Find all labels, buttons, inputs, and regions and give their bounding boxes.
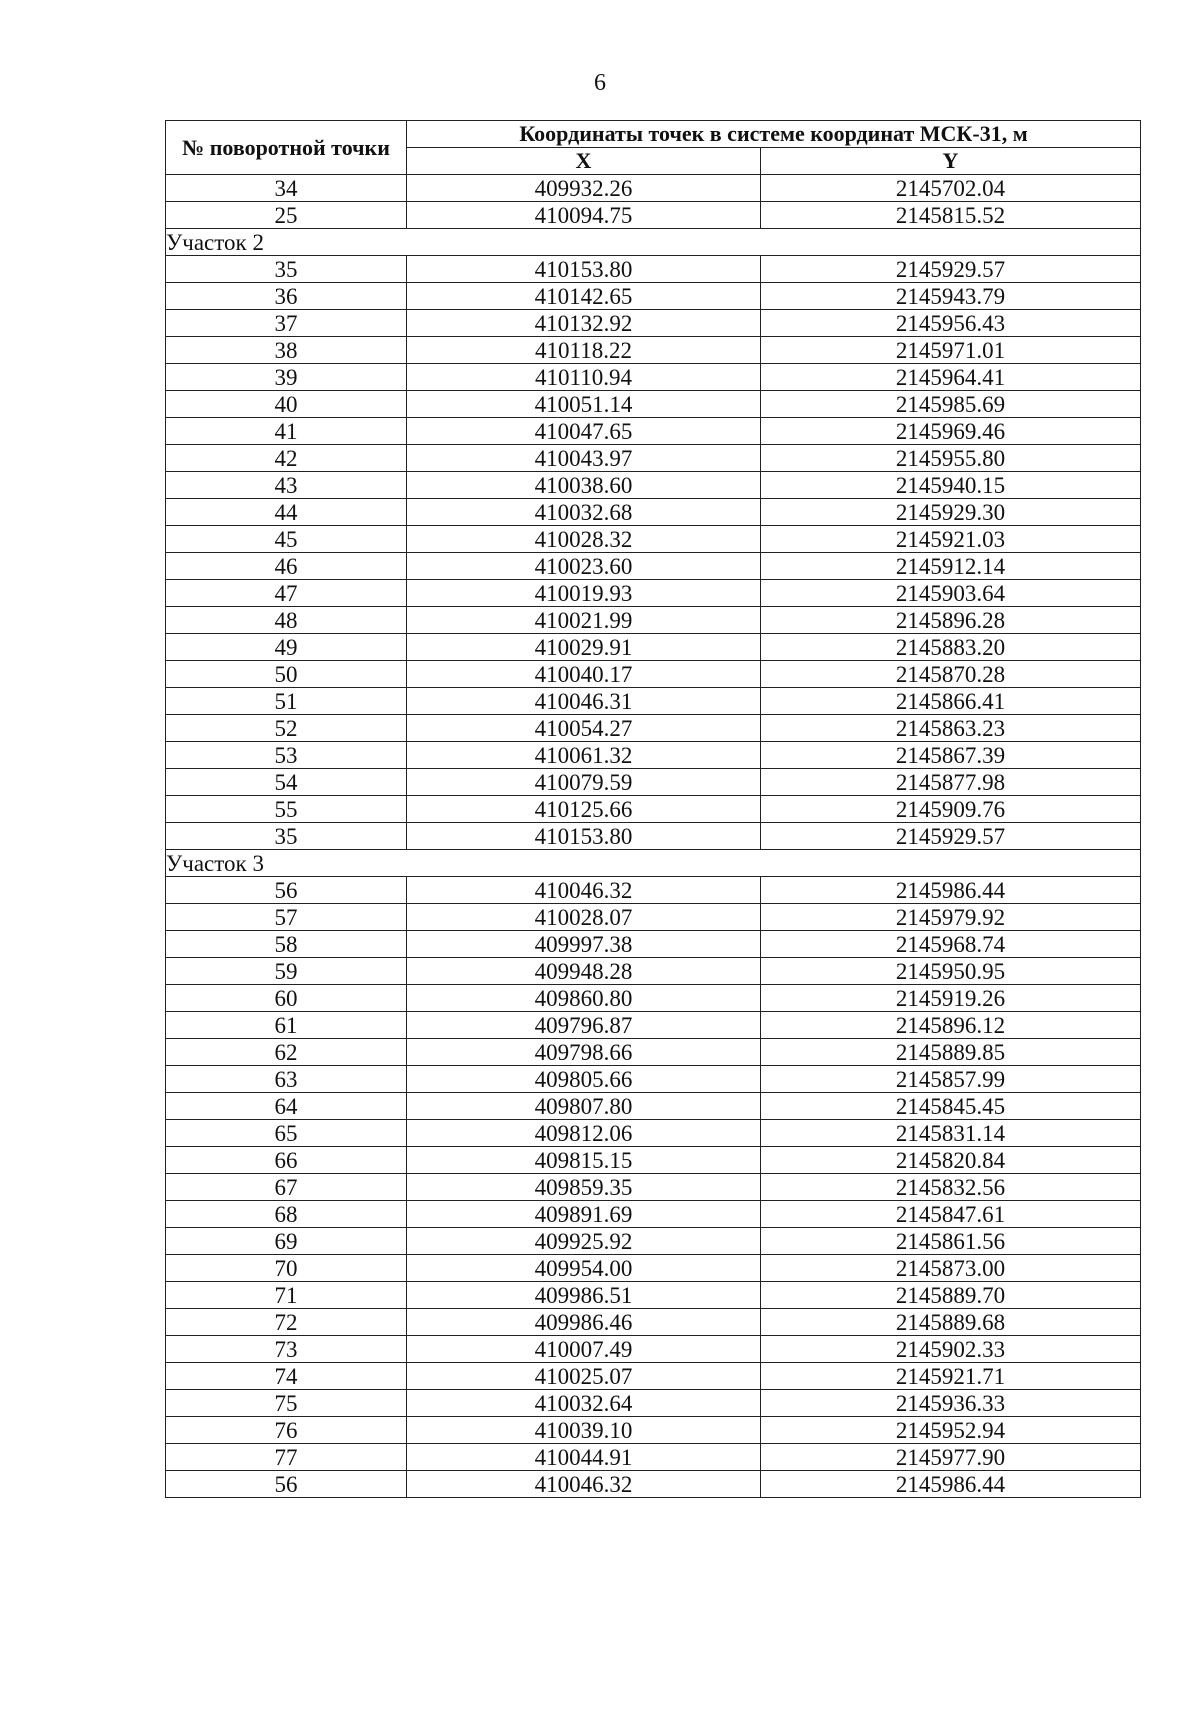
x-coordinate-cell: 410061.32: [407, 742, 761, 769]
point-number-cell: 38: [166, 337, 407, 364]
table-row: [166, 1309, 1141, 1336]
y-coordinate-cell: 2145936.33: [761, 1390, 1141, 1417]
section-row: [166, 850, 1141, 877]
point-number-cell: 43: [166, 472, 407, 499]
x-coordinate-cell: 409986.46: [407, 1309, 761, 1336]
header-coords-title: Координаты точек в системе координат МСК-31, м: [407, 121, 1141, 148]
point-number-cell: 58: [166, 931, 407, 958]
point-number-cell: 36: [166, 283, 407, 310]
table-row: [166, 742, 1141, 769]
point-number-cell: 73: [166, 1336, 407, 1363]
y-coordinate-cell: 2145883.20: [761, 634, 1141, 661]
y-coordinate-cell: 2145979.92: [761, 904, 1141, 931]
point-number-cell: 44: [166, 499, 407, 526]
y-coordinate-cell: 2145952.94: [761, 1417, 1141, 1444]
x-coordinate-cell: 410153.80: [407, 823, 761, 850]
y-coordinate-cell: 2145971.01: [761, 337, 1141, 364]
x-coordinate-cell: 410079.59: [407, 769, 761, 796]
y-coordinate-cell: 2145832.56: [761, 1174, 1141, 1201]
y-coordinate-cell: 2145909.76: [761, 796, 1141, 823]
y-coordinate-cell: 2145977.90: [761, 1444, 1141, 1471]
y-coordinate-cell: 2145863.23: [761, 715, 1141, 742]
x-coordinate-cell: 409925.92: [407, 1228, 761, 1255]
point-number-cell: 67: [166, 1174, 407, 1201]
point-number-cell: 50: [166, 661, 407, 688]
point-number-cell: 64: [166, 1093, 407, 1120]
table-row: [166, 985, 1141, 1012]
x-coordinate-cell: 409805.66: [407, 1066, 761, 1093]
y-coordinate-cell: 2145889.70: [761, 1282, 1141, 1309]
point-number-cell: 69: [166, 1228, 407, 1255]
section-label: Участок 2: [166, 229, 1141, 256]
point-number-cell: 66: [166, 1147, 407, 1174]
y-coordinate-cell: 2145847.61: [761, 1201, 1141, 1228]
y-coordinate-cell: 2145861.56: [761, 1228, 1141, 1255]
point-number-cell: 48: [166, 607, 407, 634]
table-row: [166, 1390, 1141, 1417]
point-number-cell: 62: [166, 1039, 407, 1066]
point-number-cell: 59: [166, 958, 407, 985]
table-row: [166, 553, 1141, 580]
table-row: [166, 796, 1141, 823]
table-row: [166, 310, 1141, 337]
x-coordinate-cell: 410118.22: [407, 337, 761, 364]
point-number-cell: 39: [166, 364, 407, 391]
x-coordinate-cell: 410025.07: [407, 1363, 761, 1390]
section-row: [166, 229, 1141, 256]
table-row: [166, 418, 1141, 445]
table-row: [166, 769, 1141, 796]
x-coordinate-cell: 410029.91: [407, 634, 761, 661]
header-x: X: [407, 148, 761, 175]
point-number-cell: 56: [166, 1471, 407, 1498]
x-coordinate-cell: 410044.91: [407, 1444, 761, 1471]
table-row: [166, 202, 1141, 229]
point-number-cell: 70: [166, 1255, 407, 1282]
x-coordinate-cell: 410040.17: [407, 661, 761, 688]
y-coordinate-cell: 2145912.14: [761, 553, 1141, 580]
y-coordinate-cell: 2145820.84: [761, 1147, 1141, 1174]
x-coordinate-cell: 410039.10: [407, 1417, 761, 1444]
x-coordinate-cell: 410054.27: [407, 715, 761, 742]
point-number-cell: 71: [166, 1282, 407, 1309]
y-coordinate-cell: 2145921.71: [761, 1363, 1141, 1390]
point-number-cell: 77: [166, 1444, 407, 1471]
x-coordinate-cell: 409891.69: [407, 1201, 761, 1228]
point-number-cell: 45: [166, 526, 407, 553]
point-number-cell: 47: [166, 580, 407, 607]
table-row: [166, 1120, 1141, 1147]
table-row: [166, 526, 1141, 553]
table-row: [166, 1147, 1141, 1174]
x-coordinate-cell: 410021.99: [407, 607, 761, 634]
point-number-cell: 76: [166, 1417, 407, 1444]
x-coordinate-cell: 409807.80: [407, 1093, 761, 1120]
point-number-cell: 25: [166, 202, 407, 229]
x-coordinate-cell: 409954.00: [407, 1255, 761, 1282]
header-point-number: № поворотной точки: [166, 121, 407, 175]
y-coordinate-cell: 2145873.00: [761, 1255, 1141, 1282]
table-row: [166, 958, 1141, 985]
point-number-cell: 63: [166, 1066, 407, 1093]
table-row: [166, 1093, 1141, 1120]
y-coordinate-cell: 2145919.26: [761, 985, 1141, 1012]
point-number-cell: 60: [166, 985, 407, 1012]
y-coordinate-cell: 2145986.44: [761, 1471, 1141, 1498]
table-row: [166, 1228, 1141, 1255]
table-row: [166, 1444, 1141, 1471]
point-number-cell: 52: [166, 715, 407, 742]
y-coordinate-cell: 2145831.14: [761, 1120, 1141, 1147]
y-coordinate-cell: 2145986.44: [761, 877, 1141, 904]
table-row: [166, 1174, 1141, 1201]
table-row: [166, 931, 1141, 958]
table-row: [166, 175, 1141, 202]
x-coordinate-cell: 410028.07: [407, 904, 761, 931]
table-row: [166, 337, 1141, 364]
x-coordinate-cell: 409860.80: [407, 985, 761, 1012]
point-number-cell: 61: [166, 1012, 407, 1039]
point-number-cell: 55: [166, 796, 407, 823]
x-coordinate-cell: 410019.93: [407, 580, 761, 607]
y-coordinate-cell: 2145969.46: [761, 418, 1141, 445]
table-row: [166, 715, 1141, 742]
x-coordinate-cell: 410153.80: [407, 256, 761, 283]
point-number-cell: 75: [166, 1390, 407, 1417]
y-coordinate-cell: 2145845.45: [761, 1093, 1141, 1120]
table-row: [166, 391, 1141, 418]
point-number-cell: 49: [166, 634, 407, 661]
x-coordinate-cell: 409798.66: [407, 1039, 761, 1066]
x-coordinate-cell: 410043.97: [407, 445, 761, 472]
table-row: [166, 823, 1141, 850]
y-coordinate-cell: 2145896.12: [761, 1012, 1141, 1039]
table-row: [166, 661, 1141, 688]
y-coordinate-cell: 2145889.68: [761, 1309, 1141, 1336]
y-coordinate-cell: 2145889.85: [761, 1039, 1141, 1066]
x-coordinate-cell: 410032.68: [407, 499, 761, 526]
point-number-cell: 41: [166, 418, 407, 445]
y-coordinate-cell: 2145940.15: [761, 472, 1141, 499]
table-row: [166, 1201, 1141, 1228]
table-row: [166, 904, 1141, 931]
x-coordinate-cell: 409997.38: [407, 931, 761, 958]
table-row: [166, 1363, 1141, 1390]
y-coordinate-cell: 2145921.03: [761, 526, 1141, 553]
y-coordinate-cell: 2145929.57: [761, 256, 1141, 283]
x-coordinate-cell: 410047.65: [407, 418, 761, 445]
y-coordinate-cell: 2145702.04: [761, 175, 1141, 202]
x-coordinate-cell: 410110.94: [407, 364, 761, 391]
y-coordinate-cell: 2145857.99: [761, 1066, 1141, 1093]
section-label: Участок 3: [166, 850, 1141, 877]
y-coordinate-cell: 2145929.57: [761, 823, 1141, 850]
point-number-cell: 40: [166, 391, 407, 418]
table-row: [166, 1039, 1141, 1066]
x-coordinate-cell: 409815.15: [407, 1147, 761, 1174]
y-coordinate-cell: 2145896.28: [761, 607, 1141, 634]
point-number-cell: 74: [166, 1363, 407, 1390]
point-number-cell: 34: [166, 175, 407, 202]
point-number-cell: 54: [166, 769, 407, 796]
point-number-cell: 68: [166, 1201, 407, 1228]
table-row: [166, 1417, 1141, 1444]
y-coordinate-cell: 2145877.98: [761, 769, 1141, 796]
table-row: [166, 364, 1141, 391]
x-coordinate-cell: 410046.32: [407, 1471, 761, 1498]
coordinates-table: [165, 120, 1141, 1498]
y-coordinate-cell: 2145815.52: [761, 202, 1141, 229]
point-number-cell: 46: [166, 553, 407, 580]
table-body: [166, 175, 1141, 1498]
x-coordinate-cell: 410028.32: [407, 526, 761, 553]
table-row: [166, 283, 1141, 310]
table-row: [166, 1471, 1141, 1498]
x-coordinate-cell: 410023.60: [407, 553, 761, 580]
x-coordinate-cell: 410046.31: [407, 688, 761, 715]
table-row: [166, 1066, 1141, 1093]
y-coordinate-cell: 2145968.74: [761, 931, 1141, 958]
y-coordinate-cell: 2145903.64: [761, 580, 1141, 607]
point-number-cell: 35: [166, 823, 407, 850]
table-row: [166, 688, 1141, 715]
x-coordinate-cell: 410132.92: [407, 310, 761, 337]
x-coordinate-cell: 410051.14: [407, 391, 761, 418]
table-row: [166, 607, 1141, 634]
point-number-cell: 51: [166, 688, 407, 715]
y-coordinate-cell: 2145866.41: [761, 688, 1141, 715]
table-row: [166, 1012, 1141, 1039]
point-number-cell: 57: [166, 904, 407, 931]
x-coordinate-cell: 409859.35: [407, 1174, 761, 1201]
point-number-cell: 56: [166, 877, 407, 904]
x-coordinate-cell: 410142.65: [407, 283, 761, 310]
x-coordinate-cell: 410094.75: [407, 202, 761, 229]
table-row: [166, 1336, 1141, 1363]
point-number-cell: 35: [166, 256, 407, 283]
table-row: [166, 445, 1141, 472]
x-coordinate-cell: 410046.32: [407, 877, 761, 904]
table-row: [166, 634, 1141, 661]
point-number-cell: 37: [166, 310, 407, 337]
point-number-cell: 42: [166, 445, 407, 472]
y-coordinate-cell: 2145950.95: [761, 958, 1141, 985]
y-coordinate-cell: 2145870.28: [761, 661, 1141, 688]
y-coordinate-cell: 2145902.33: [761, 1336, 1141, 1363]
table-header: [166, 121, 1141, 175]
header-y: Y: [761, 148, 1141, 175]
table-row: [166, 499, 1141, 526]
point-number-cell: 65: [166, 1120, 407, 1147]
y-coordinate-cell: 2145985.69: [761, 391, 1141, 418]
y-coordinate-cell: 2145964.41: [761, 364, 1141, 391]
point-number-cell: 53: [166, 742, 407, 769]
x-coordinate-cell: 409948.28: [407, 958, 761, 985]
y-coordinate-cell: 2145956.43: [761, 310, 1141, 337]
table-row: [166, 256, 1141, 283]
x-coordinate-cell: 409796.87: [407, 1012, 761, 1039]
x-coordinate-cell: 409932.26: [407, 175, 761, 202]
table-row: [166, 1282, 1141, 1309]
x-coordinate-cell: 409986.51: [407, 1282, 761, 1309]
page-number: 6: [594, 70, 606, 96]
table-row: [166, 472, 1141, 499]
x-coordinate-cell: 410125.66: [407, 796, 761, 823]
y-coordinate-cell: 2145943.79: [761, 283, 1141, 310]
y-coordinate-cell: 2145929.30: [761, 499, 1141, 526]
y-coordinate-cell: 2145955.80: [761, 445, 1141, 472]
y-coordinate-cell: 2145867.39: [761, 742, 1141, 769]
table-row: [166, 580, 1141, 607]
table-row: [166, 1255, 1141, 1282]
x-coordinate-cell: 409812.06: [407, 1120, 761, 1147]
x-coordinate-cell: 410032.64: [407, 1390, 761, 1417]
point-number-cell: 72: [166, 1309, 407, 1336]
x-coordinate-cell: 410038.60: [407, 472, 761, 499]
table-row: [166, 877, 1141, 904]
x-coordinate-cell: 410007.49: [407, 1336, 761, 1363]
